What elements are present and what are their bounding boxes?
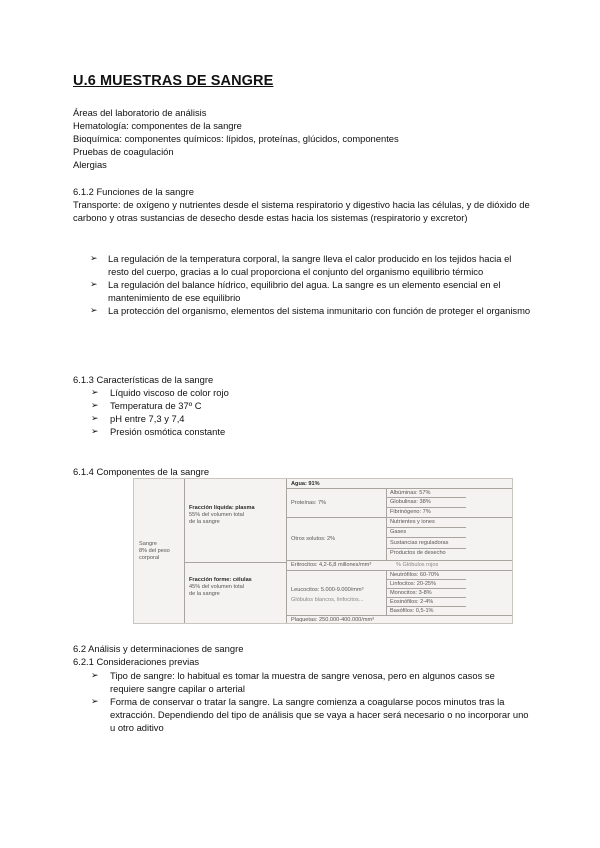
- bullet-item: [91, 252, 531, 278]
- bullet-item: [91, 695, 531, 734]
- sangre-label: Sangre: [139, 541, 158, 547]
- bullet-arrow-icon: ➢: [91, 670, 99, 680]
- bullet-text: Forma de conservar o tratar la sangre. La sangre comienza a coagularse pocos minutos tras la extracción. Dependiendo del tipo de análisis que se vaya a hacer será necesario o no incorporar uno u otro aditivo: [110, 696, 529, 734]
- section-heading: 6.1.4 Componentes de la sangre: [73, 466, 210, 477]
- bullet-text: La protección del organismo, elementos del sistema inmunitario con función de proteger el organismo: [108, 305, 531, 317]
- considerations-bullets: [91, 669, 531, 734]
- solute-item: Sustancias reguladoras: [390, 540, 449, 546]
- sangre-cell: [139, 541, 170, 562]
- proteinas-cell: Proteínas: 7%: [291, 500, 327, 506]
- bullet-arrow-icon: ➢: [90, 253, 98, 263]
- leucocitos-sub: Glóbulos blancos, linfocitos...: [291, 597, 364, 603]
- transport-paragraph: Transporte: de oxígeno y nutrientes desde el sistema respiratorio y digestivo hacia las células, y de dióxido de carbono y otras sustancias de desecho desde estas hacia los sistemas (respiratorio y excretor): [73, 199, 530, 224]
- plasma-sub: de la sangre: [189, 519, 220, 525]
- otros-solutos-cell: Otros solutos: 2%: [291, 536, 336, 542]
- bullet-text: Líquido viscoso de color rojo: [110, 387, 229, 398]
- section-6-1-4: [73, 465, 543, 478]
- plaquetas-cell: Plaquetas: 250.000-400.000/mm³: [291, 617, 375, 623]
- bullet-text: pH entre 7,3 y 7,4: [110, 413, 185, 425]
- functions-bullets: [91, 252, 531, 317]
- section-subheading: 6.2.1 Consideraciones previas: [73, 656, 200, 668]
- bullet-text: La regulación del balance hídrico, equilibrio del agua. La sangre es un elemento esencial en el mantenimiento de ese equilibrio: [108, 279, 501, 304]
- bullet-item: [91, 386, 391, 399]
- section-6-1-2: [73, 185, 535, 224]
- bullet-item: [91, 425, 391, 438]
- bullet-text: Tipo de sangre: lo habitual es tomar la muestra de sangre venosa, pero en algunos casos se requiere sangre capilar o arterial: [110, 670, 495, 695]
- intro-section: [73, 106, 543, 171]
- bullet-arrow-icon: ➢: [90, 305, 98, 316]
- bullet-arrow-icon: ➢: [91, 413, 99, 424]
- intro-line: Bioquímica: componentes químicos: lípidos, proteínas, glúcidos, componentes: [73, 133, 399, 145]
- section-heading: 6.2 Análisis y determinaciones de sangre: [73, 643, 244, 654]
- section-heading: 6.1.2 Funciones de la sangre: [73, 186, 194, 197]
- formes-sub: 45% del volumen total: [189, 584, 245, 590]
- section-heading: 6.1.3 Características de la sangre: [73, 374, 214, 385]
- leukocyte-item: Linfocitos: 20-25%: [390, 581, 437, 587]
- bullet-arrow-icon: ➢: [91, 387, 99, 397]
- eritrocitos-note: % Glóbulos rojos: [396, 562, 439, 568]
- bullet-text: Presión osmótica constante: [110, 426, 226, 438]
- agua-cell: Agua: 91%: [291, 481, 320, 487]
- leucocitos-cell: Leucocitos: 5.000-9.000/mm³: [291, 587, 364, 593]
- eritrocitos-cell: Eritrocitos: 4,2-6,8 millones/mm³: [291, 562, 372, 568]
- solute-item: Gases: [390, 529, 407, 535]
- formes-sub: de la sangre: [189, 591, 220, 597]
- sangre-sub: corporal: [139, 555, 160, 561]
- bullet-arrow-icon: ➢: [91, 696, 99, 707]
- page-title: U.6 MUESTRAS DE SANGRE: [73, 73, 274, 89]
- bullet-text: La regulación de la temperatura corporal, la sangre lleva el calor producido en los tejidos hacia el resto del cuerpo, gracias a lo cual proporciona el conjunto del organismo equilibrio térmico: [108, 253, 512, 278]
- bullet-item: [91, 399, 391, 412]
- bullet-item: [91, 304, 531, 317]
- bullet-arrow-icon: ➢: [91, 426, 99, 437]
- section-6-2: [73, 642, 543, 668]
- formes-cell: [189, 577, 252, 598]
- bullet-text: Temperatura de 37º C: [110, 400, 202, 412]
- leukocyte-item: Monocitos: 3-8%: [390, 590, 432, 596]
- intro-line: Alergias: [73, 159, 107, 171]
- sangre-sub: 8% del peso: [139, 548, 170, 554]
- plasma-label: Fracción líquida: plasma: [189, 505, 255, 511]
- bullet-item: [91, 278, 531, 304]
- leukocyte-item: Basófilos: 0,5-1%: [390, 608, 434, 614]
- bullet-arrow-icon: ➢: [91, 400, 99, 411]
- bullet-item: [91, 412, 391, 425]
- blood-components-table: [133, 478, 513, 624]
- section-6-1-3: [73, 373, 543, 386]
- intro-line: Áreas del laboratorio de análisis: [73, 107, 207, 118]
- solute-item: Nutrientes y iones: [390, 519, 435, 525]
- protein-item: Fibrinógeno: 7%: [390, 509, 431, 515]
- formes-label: Fracción forme: células: [189, 577, 252, 583]
- intro-line: Hematología: componentes de la sangre: [73, 120, 242, 132]
- intro-line: Pruebas de coagulación: [73, 146, 174, 158]
- leukocyte-item: Neutrófilos: 60-70%: [390, 572, 440, 578]
- bullet-arrow-icon: ➢: [90, 279, 98, 290]
- solute-item: Productos de desecho: [390, 550, 446, 556]
- protein-item: Albúminas: 57%: [390, 490, 431, 496]
- plasma-cell: [189, 505, 255, 526]
- leukocyte-item: Eosinófilos: 2-4%: [390, 599, 434, 605]
- bullet-item: [91, 669, 531, 695]
- protein-item: Globulinas: 38%: [390, 499, 431, 505]
- characteristics-bullets: [91, 386, 391, 438]
- plasma-sub: 55% del volumen total: [189, 512, 245, 518]
